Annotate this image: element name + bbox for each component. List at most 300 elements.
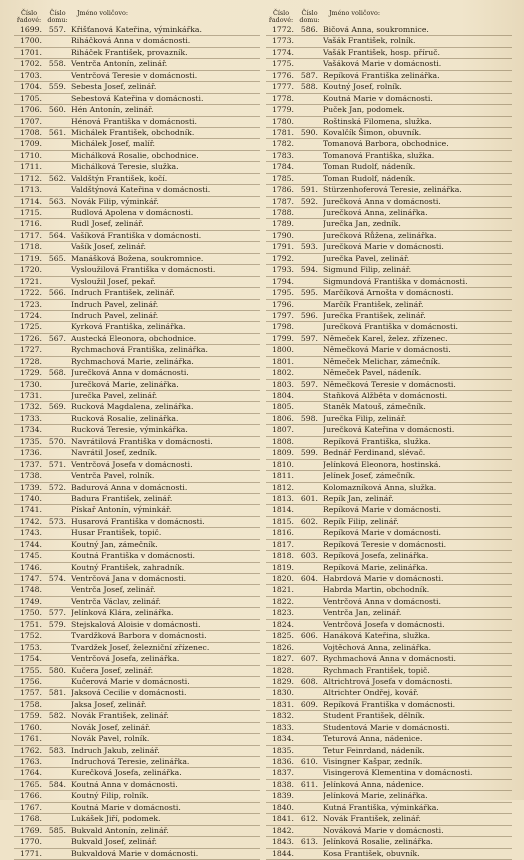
voter-number: 1724. bbox=[19, 310, 42, 320]
voter-row bbox=[14, 483, 260, 494]
voter-row bbox=[266, 483, 512, 494]
house-number bbox=[296, 483, 323, 493]
voter-name: Jurečka Pavel, zelinář. bbox=[71, 391, 158, 400]
voter-row bbox=[266, 814, 512, 825]
voter-name: Koutná Františka v domácnosti. bbox=[71, 551, 195, 561]
voter-row bbox=[14, 460, 260, 471]
house-number bbox=[296, 734, 323, 744]
voter-number: 1759. bbox=[19, 711, 42, 721]
voter-number: 1726. bbox=[19, 333, 42, 343]
voter-name: Jelínková Anna, nádenice. bbox=[323, 779, 424, 789]
house-number bbox=[44, 643, 71, 653]
voter-row bbox=[266, 849, 512, 860]
voter-row bbox=[14, 162, 260, 173]
voter-row bbox=[266, 471, 512, 482]
voter-name: Jurečková Anna, zelinářka. bbox=[323, 208, 428, 217]
voter-row bbox=[266, 837, 512, 848]
voter-row bbox=[14, 723, 260, 734]
header-number: Číslo řadové: bbox=[268, 9, 294, 24]
voter-name: Rudl Josef, zelinář. bbox=[71, 219, 144, 229]
voter-row bbox=[266, 151, 512, 162]
voter-name: Němeček Karel, želez. zřízenec. bbox=[323, 333, 448, 343]
voter-row bbox=[14, 814, 260, 825]
house-number bbox=[296, 620, 323, 630]
voter-name: Koutný Jan, zámečník. bbox=[71, 539, 158, 549]
voter-name: Sigmund Filip, zelinář. bbox=[323, 265, 412, 275]
voter-row bbox=[14, 265, 260, 276]
voter-number: 1797. bbox=[271, 310, 294, 320]
voter-row bbox=[14, 700, 260, 711]
voter-name: Repíková Františka zelinářka. bbox=[323, 70, 440, 80]
voter-number: 1825. bbox=[271, 631, 294, 641]
voter-number: 1740. bbox=[19, 493, 42, 503]
house-number bbox=[296, 540, 323, 550]
column-header bbox=[14, 10, 260, 25]
voter-row bbox=[266, 746, 512, 757]
house-number: 591. bbox=[300, 185, 318, 195]
house-number: 613. bbox=[300, 837, 318, 847]
voter-name: Jelínková Rosalie, zelinářka. bbox=[323, 837, 433, 847]
voter-name: Toman Rudolf, nádeník. bbox=[323, 173, 416, 183]
voter-row bbox=[266, 380, 512, 391]
voter-row bbox=[266, 597, 512, 608]
house-number bbox=[296, 471, 323, 481]
house-number: 586. bbox=[300, 25, 318, 34]
voter-number: 1699. bbox=[19, 25, 42, 34]
voter-row bbox=[14, 688, 260, 699]
house-number bbox=[296, 826, 323, 836]
voter-row bbox=[14, 128, 260, 139]
voter-number: 1822. bbox=[271, 596, 294, 606]
voter-name: Pískař Antonín, výminkář. bbox=[71, 505, 172, 515]
voter-row bbox=[266, 105, 512, 116]
voter-number: 1754. bbox=[19, 654, 42, 664]
house-number bbox=[296, 528, 323, 538]
voter-number: 1773. bbox=[271, 36, 294, 46]
voter-number: 1787. bbox=[271, 196, 294, 206]
voter-name: Němeček Melichar, zámečník. bbox=[323, 356, 441, 366]
voter-number: 1769. bbox=[19, 825, 42, 835]
voter-row bbox=[14, 780, 260, 791]
voter-number: 1844. bbox=[271, 848, 294, 858]
voter-name: Jurečka Pavel, zelinář. bbox=[323, 253, 410, 263]
house-number bbox=[44, 849, 71, 859]
voter-name: Jurečková Anna v domácnosti. bbox=[71, 368, 189, 378]
voter-number: 1757. bbox=[19, 688, 42, 698]
voter-number: 1821. bbox=[271, 585, 294, 595]
voter-number: 1796. bbox=[271, 299, 294, 309]
voter-name: Altrichter Ondřej, kovář. bbox=[323, 688, 419, 698]
voter-row bbox=[14, 551, 260, 562]
voter-number: 1700. bbox=[19, 36, 42, 46]
voter-row bbox=[266, 528, 512, 539]
voter-name: Ventrča Jan, zelinář. bbox=[323, 608, 402, 618]
house-number bbox=[44, 357, 71, 367]
voter-name: Vysloužil Josef, pekař. bbox=[71, 276, 156, 286]
voter-row bbox=[14, 654, 260, 665]
house-number bbox=[44, 71, 71, 81]
voter-name: Hanáková Kateřina, služka. bbox=[323, 631, 431, 641]
voter-number: 1751. bbox=[19, 619, 42, 629]
house-number: 570. bbox=[48, 436, 66, 446]
voter-name: Kurečková Josefa, zelinářka. bbox=[71, 768, 182, 778]
voter-number: 1799. bbox=[271, 333, 294, 343]
voter-name: Koutná Marie v domácnosti. bbox=[323, 93, 433, 103]
voter-row bbox=[14, 185, 260, 196]
voter-name: Indruch Pavel, zelinář. bbox=[71, 299, 159, 309]
voter-number: 1712. bbox=[19, 173, 42, 183]
voter-number: 1701. bbox=[19, 47, 42, 57]
voter-name: Repíková Marie, zelinářka. bbox=[323, 562, 428, 572]
voter-name: Ventrčová Josefa v domácnosti. bbox=[323, 619, 445, 629]
voter-name: Staněk Matouš, zámečník. bbox=[323, 402, 426, 412]
voter-number: 1801. bbox=[271, 356, 294, 366]
voter-row bbox=[14, 288, 260, 299]
house-number bbox=[44, 425, 71, 435]
voter-row bbox=[14, 322, 260, 333]
voter-name: Roštinská Filomena, služka. bbox=[323, 116, 432, 126]
voter-row bbox=[14, 277, 260, 288]
voter-number: 1749. bbox=[19, 596, 42, 606]
voter-row bbox=[266, 59, 512, 70]
voter-row bbox=[14, 300, 260, 311]
house-number bbox=[296, 688, 323, 698]
voter-row bbox=[266, 734, 512, 745]
voter-row bbox=[14, 597, 260, 608]
voter-number: 1725. bbox=[19, 322, 42, 332]
house-number bbox=[296, 608, 323, 618]
house-number bbox=[296, 277, 323, 287]
voter-name: Kučera Josef, zelinář. bbox=[71, 665, 154, 675]
voter-number: 1721. bbox=[19, 276, 42, 286]
voter-name: Repík Filip, zelinář. bbox=[323, 516, 399, 526]
voter-number: 1790. bbox=[271, 230, 294, 240]
voter-number: 1733. bbox=[19, 413, 42, 423]
house-number bbox=[44, 345, 71, 355]
house-number bbox=[44, 380, 71, 390]
voter-number: 1783. bbox=[271, 150, 294, 160]
voter-number: 1747. bbox=[19, 574, 42, 583]
voter-row bbox=[266, 300, 512, 311]
house-number bbox=[296, 597, 323, 607]
house-number bbox=[296, 94, 323, 104]
house-number bbox=[296, 151, 323, 161]
voter-name: Husarová Františka v domácnosti. bbox=[71, 516, 205, 526]
voter-number: 1772. bbox=[271, 25, 294, 34]
voter-name: Sebesta Josef, zelinář. bbox=[71, 82, 157, 92]
header-name: Jméno voličovo: bbox=[329, 9, 380, 17]
voter-name: Vašák František, hosp. příruč. bbox=[323, 47, 440, 57]
voter-row bbox=[14, 82, 260, 93]
voter-row bbox=[266, 517, 512, 528]
house-number bbox=[44, 414, 71, 424]
house-number: 601. bbox=[300, 493, 318, 503]
house-number: 593. bbox=[300, 242, 318, 252]
voter-number: 1758. bbox=[19, 699, 42, 709]
voter-row bbox=[266, 494, 512, 505]
house-number bbox=[44, 814, 71, 824]
voter-number: 1784. bbox=[271, 162, 294, 172]
voter-name: Tomanová Barbora, obchodnice. bbox=[323, 139, 449, 149]
voter-row bbox=[14, 563, 260, 574]
house-number bbox=[44, 36, 71, 46]
voter-row bbox=[14, 71, 260, 82]
house-number bbox=[296, 208, 323, 218]
voter-name: Koutný Josef, rolník. bbox=[323, 82, 402, 92]
voter-row bbox=[266, 265, 512, 276]
house-number bbox=[44, 208, 71, 218]
voter-name: Repíková Teresie v domácnosti. bbox=[323, 539, 447, 549]
voter-name: Visingerová Klementina v domácnosti. bbox=[323, 768, 473, 778]
house-number bbox=[296, 505, 323, 515]
voter-name: Tvardžková Barbora v domácnosti. bbox=[71, 631, 207, 641]
voter-name: Ventrča Pavel, rolník. bbox=[71, 471, 155, 481]
voter-number: 1829. bbox=[271, 676, 294, 686]
voter-name: Rucková Rosalie, zelinářka. bbox=[71, 413, 179, 423]
voter-row bbox=[266, 94, 512, 105]
voter-row bbox=[14, 585, 260, 596]
voter-number: 1755. bbox=[19, 665, 42, 675]
voter-row bbox=[266, 277, 512, 288]
voter-row bbox=[266, 723, 512, 734]
voter-row bbox=[14, 345, 260, 356]
voter-number: 1841. bbox=[271, 814, 294, 824]
voter-number: 1828. bbox=[271, 665, 294, 675]
voter-number: 1748. bbox=[19, 585, 42, 595]
voter-number: 1803. bbox=[271, 379, 294, 389]
voter-row bbox=[14, 757, 260, 768]
voter-row bbox=[266, 254, 512, 265]
house-number bbox=[296, 723, 323, 733]
voter-row bbox=[266, 711, 512, 722]
voter-number: 1814. bbox=[271, 505, 294, 515]
voter-name: Koutný František, zahradník. bbox=[71, 562, 185, 572]
voter-number: 1746. bbox=[19, 562, 42, 572]
house-number bbox=[296, 36, 323, 46]
house-number bbox=[296, 585, 323, 595]
voter-name: Kolomazníková Anna, služka. bbox=[323, 482, 437, 492]
voter-row bbox=[14, 208, 260, 219]
voter-number: 1752. bbox=[19, 631, 42, 641]
house-number: 592. bbox=[300, 196, 318, 206]
voter-number: 1738. bbox=[19, 471, 42, 481]
voter-row bbox=[266, 117, 512, 128]
voter-row bbox=[266, 311, 512, 322]
voter-number: 1710. bbox=[19, 150, 42, 160]
voter-row bbox=[266, 391, 512, 402]
voter-number: 1785. bbox=[271, 173, 294, 183]
house-number bbox=[44, 185, 71, 195]
voter-row bbox=[14, 311, 260, 322]
house-number bbox=[296, 711, 323, 721]
house-number bbox=[44, 391, 71, 401]
voter-number: 1743. bbox=[19, 528, 42, 538]
voter-row bbox=[266, 505, 512, 516]
voter-row bbox=[266, 551, 512, 562]
house-number bbox=[44, 265, 71, 275]
voter-name: Jurečka František, zelinář. bbox=[323, 310, 426, 320]
house-number bbox=[44, 242, 71, 252]
voter-row bbox=[14, 620, 260, 631]
house-number: 608. bbox=[300, 676, 318, 686]
voter-row bbox=[266, 219, 512, 230]
voter-name: Koutná Marie v domácnosti. bbox=[71, 802, 181, 812]
voter-row bbox=[266, 437, 512, 448]
voter-number: 1843. bbox=[271, 837, 294, 847]
house-number: 606. bbox=[300, 631, 318, 641]
voter-name: Křišťanová Kateřina, výminkářka. bbox=[71, 25, 202, 34]
voter-name: Badura František, zelinář. bbox=[71, 493, 173, 503]
house-number bbox=[44, 768, 71, 778]
voter-row bbox=[14, 94, 260, 105]
voter-name: Studentová Marie v domácnosti. bbox=[323, 722, 450, 732]
house-number bbox=[44, 219, 71, 229]
voter-number: 1709. bbox=[19, 139, 42, 149]
voter-number: 1720. bbox=[19, 265, 42, 275]
house-number: 598. bbox=[300, 413, 318, 423]
voter-row bbox=[266, 288, 512, 299]
voter-row bbox=[266, 826, 512, 837]
voter-row bbox=[14, 425, 260, 436]
voter-name: Koutná Anna v domácnosti. bbox=[71, 779, 178, 789]
voter-name: Jelínek Josef, zámečník. bbox=[323, 471, 416, 481]
voter-number: 1731. bbox=[19, 391, 42, 400]
voter-name: Ventrčová Teresie v domácnosti. bbox=[71, 70, 198, 80]
voter-number: 1717. bbox=[19, 230, 42, 240]
voter-number: 1782. bbox=[271, 139, 294, 149]
house-number bbox=[296, 254, 323, 264]
voter-row bbox=[266, 197, 512, 208]
voter-row bbox=[14, 677, 260, 688]
voter-name: Kovalčík Šimon, obuvník. bbox=[323, 127, 422, 137]
voter-name: Tetur Feinrdand, nádeník. bbox=[323, 745, 425, 755]
voter-name: Novák František, zelinář. bbox=[71, 711, 169, 721]
house-number bbox=[296, 368, 323, 378]
voter-number: 1815. bbox=[271, 516, 294, 526]
voter-number: 1777. bbox=[271, 82, 294, 92]
voter-number: 1750. bbox=[19, 608, 42, 618]
voter-name: Marčík František, zelinář. bbox=[323, 299, 424, 309]
voter-name: Jurečková Kateřina v domácnosti. bbox=[323, 425, 455, 435]
voter-number: 1813. bbox=[271, 493, 294, 503]
voter-row bbox=[266, 620, 512, 631]
house-number bbox=[296, 174, 323, 184]
house-number: 567. bbox=[48, 333, 66, 343]
voter-number: 1824. bbox=[271, 619, 294, 629]
house-number bbox=[44, 94, 71, 104]
voter-number: 1761. bbox=[19, 734, 42, 744]
voter-row bbox=[266, 71, 512, 82]
voter-name: Michálková Rosalie, obchodnice. bbox=[71, 150, 199, 160]
house-number: 558. bbox=[48, 59, 66, 69]
voter-row bbox=[266, 563, 512, 574]
voter-name: Novák Filip, výminkář. bbox=[71, 196, 159, 206]
voter-row bbox=[266, 139, 512, 150]
voter-name: Koutný Filip, rolník. bbox=[71, 791, 149, 801]
voter-number: 1707. bbox=[19, 116, 42, 126]
voter-number: 1788. bbox=[271, 208, 294, 217]
house-number: 580. bbox=[48, 665, 66, 675]
house-number bbox=[44, 734, 71, 744]
voter-row bbox=[14, 746, 260, 757]
voter-number: 1774. bbox=[271, 47, 294, 57]
house-number bbox=[44, 322, 71, 332]
house-number bbox=[44, 505, 71, 515]
voter-row bbox=[14, 631, 260, 642]
voter-number: 1756. bbox=[19, 676, 42, 686]
voter-name: Bičová Anna, soukromnice. bbox=[323, 25, 429, 34]
voter-number: 1775. bbox=[271, 59, 294, 69]
house-number bbox=[296, 563, 323, 573]
voter-name: Altrichtrová Josefa v domácnosti. bbox=[323, 676, 453, 686]
voter-name: Indruch Jakub, zelinář. bbox=[71, 745, 160, 755]
voter-name: Bukvald Josef, zelinář. bbox=[71, 837, 157, 847]
voter-list-right bbox=[266, 25, 512, 860]
voter-row bbox=[266, 82, 512, 93]
house-number bbox=[296, 643, 323, 653]
voter-number: 1780. bbox=[271, 116, 294, 126]
voter-number: 1727. bbox=[19, 345, 42, 355]
voter-row bbox=[14, 608, 260, 619]
voter-name: Ventrčová Josefa v domácnosti. bbox=[71, 459, 193, 469]
house-number bbox=[296, 105, 323, 115]
voter-row bbox=[266, 25, 512, 36]
voter-number: 1730. bbox=[19, 379, 42, 389]
voter-name: Habrda Martin, obchodník. bbox=[323, 585, 430, 595]
voter-number: 1826. bbox=[271, 642, 294, 652]
house-number bbox=[44, 277, 71, 287]
house-number: 559. bbox=[48, 82, 66, 92]
voter-row bbox=[14, 448, 260, 459]
voter-number: 1792. bbox=[271, 253, 294, 263]
house-number: 585. bbox=[48, 825, 66, 835]
house-number: 603. bbox=[300, 551, 318, 561]
voter-name: Austecká Eleonora, obchodnice. bbox=[71, 333, 197, 343]
house-number bbox=[44, 540, 71, 550]
voter-row bbox=[266, 700, 512, 711]
voter-name: Stürzenhoferová Teresie, zelinářka. bbox=[323, 185, 462, 195]
voter-number: 1837. bbox=[271, 768, 294, 778]
house-number bbox=[44, 677, 71, 687]
voter-number: 1735. bbox=[19, 436, 42, 446]
house-number bbox=[44, 494, 71, 504]
voter-number: 1812. bbox=[271, 482, 294, 492]
voter-name: Marčíková Arnošta v domácnosti. bbox=[323, 288, 454, 298]
voter-row bbox=[266, 402, 512, 413]
house-number: 597. bbox=[300, 333, 318, 343]
voter-number: 1719. bbox=[19, 253, 42, 263]
voter-number: 1705. bbox=[19, 93, 42, 103]
voter-name: Vašíková Františka v domácnosti. bbox=[71, 230, 202, 240]
house-number bbox=[44, 654, 71, 664]
voter-name: Jurečková Marie, zelinářka. bbox=[71, 379, 179, 389]
voter-number: 1753. bbox=[19, 642, 42, 652]
voter-name: Vašík Josef, zelinář. bbox=[71, 242, 146, 252]
voter-row bbox=[266, 677, 512, 688]
house-number bbox=[44, 837, 71, 847]
voter-name: Stejskalová Aloisie v domácnosti. bbox=[71, 619, 201, 629]
voter-name: Ventrčová Anna v domácnosti. bbox=[323, 596, 441, 606]
voter-number: 1798. bbox=[271, 322, 294, 332]
voter-row bbox=[14, 48, 260, 59]
voter-number: 1771. bbox=[19, 848, 42, 858]
voter-number: 1734. bbox=[19, 425, 42, 435]
voter-row bbox=[14, 517, 260, 528]
voter-number: 1704. bbox=[19, 82, 42, 92]
voter-number: 1809. bbox=[271, 448, 294, 458]
voter-row bbox=[14, 826, 260, 837]
voter-row bbox=[266, 162, 512, 173]
